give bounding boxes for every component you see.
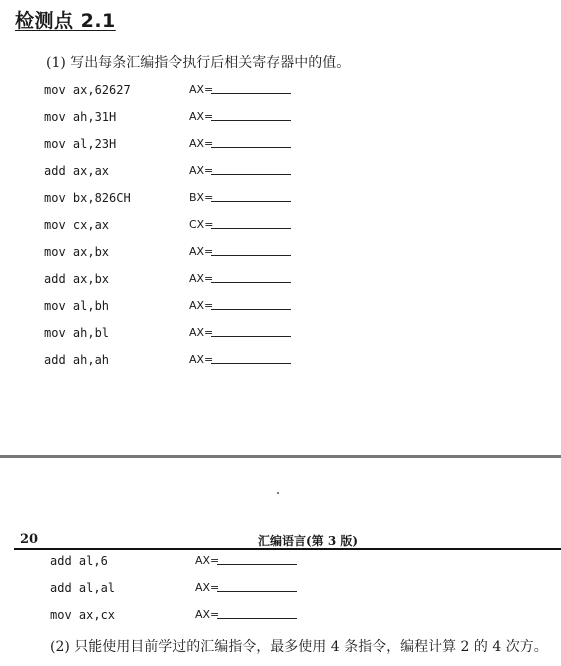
register-label: CX= (189, 218, 214, 231)
register-label: AX= (195, 581, 220, 594)
register-label: AX= (189, 245, 214, 258)
instruction-text: mov cx,ax (44, 218, 110, 232)
instruction-text: add al,al (50, 581, 116, 595)
instruction-row (44, 107, 291, 127)
register-label: AX= (189, 83, 214, 96)
register-label: AX= (189, 353, 214, 366)
instruction-text: mov ax,cx (50, 608, 116, 622)
answer-blank (211, 93, 291, 94)
answer-blank (211, 255, 291, 256)
instruction-text: mov ah,31H (44, 110, 117, 124)
instruction-row (44, 296, 291, 316)
page-number: 20 (20, 532, 39, 547)
answer-blank (217, 591, 297, 592)
instruction-row (44, 134, 291, 154)
instruction-text: add ax,ax (44, 164, 110, 178)
instruction-row (44, 242, 291, 262)
answer-blank (217, 618, 297, 619)
page-separator (0, 455, 561, 458)
register-label: AX= (189, 110, 214, 123)
instruction-text: mov ax,bx (44, 245, 110, 259)
answer-blank (211, 363, 291, 364)
question-2: (2) 只能使用目前学过的汇编指令，最多使用 4 条指令，编程计算 2 的 4 次方。 (50, 639, 548, 655)
instruction-text: mov al,23H (44, 137, 117, 151)
answer-blank (211, 228, 291, 229)
register-label: AX= (189, 137, 214, 150)
register-label: AX= (189, 299, 214, 312)
register-label: AX= (195, 554, 220, 567)
answer-blank (211, 309, 291, 310)
instruction-row (44, 350, 291, 370)
answer-blank (211, 174, 291, 175)
instruction-text: add ah,ah (44, 353, 110, 367)
header-rule (14, 548, 561, 550)
instruction-text: mov al,bh (44, 299, 110, 313)
instruction-text: mov ax,62627 (44, 83, 131, 97)
instruction-row (50, 605, 297, 625)
instruction-row (44, 215, 291, 235)
instruction-row (44, 188, 291, 208)
instruction-row (44, 269, 291, 289)
instruction-text: add ax,bx (44, 272, 110, 286)
instruction-text: mov ah,bl (44, 326, 110, 340)
instruction-text: add al,6 (50, 554, 108, 568)
register-label: AX= (195, 608, 220, 621)
register-label: AX= (189, 326, 214, 339)
answer-blank (211, 120, 291, 121)
scan-speck (277, 492, 279, 494)
register-label: BX= (189, 191, 214, 204)
register-label: AX= (189, 164, 214, 177)
instruction-row (50, 551, 297, 571)
instruction-text: mov bx,826CH (44, 191, 131, 205)
answer-blank (211, 201, 291, 202)
instruction-row (44, 80, 291, 100)
instruction-row (44, 161, 291, 181)
answer-blank (211, 336, 291, 337)
question-1: (1) 写出每条汇编指令执行后相关寄存器中的值。 (46, 55, 351, 71)
answer-blank (211, 147, 291, 148)
running-head: 汇编语言(第 3 版) (258, 534, 359, 548)
answer-blank (217, 564, 297, 565)
answer-blank (211, 282, 291, 283)
register-label: AX= (189, 272, 214, 285)
instruction-row (44, 323, 291, 343)
section-title: 检测点 2.1 (15, 10, 116, 32)
instruction-row (50, 578, 297, 598)
